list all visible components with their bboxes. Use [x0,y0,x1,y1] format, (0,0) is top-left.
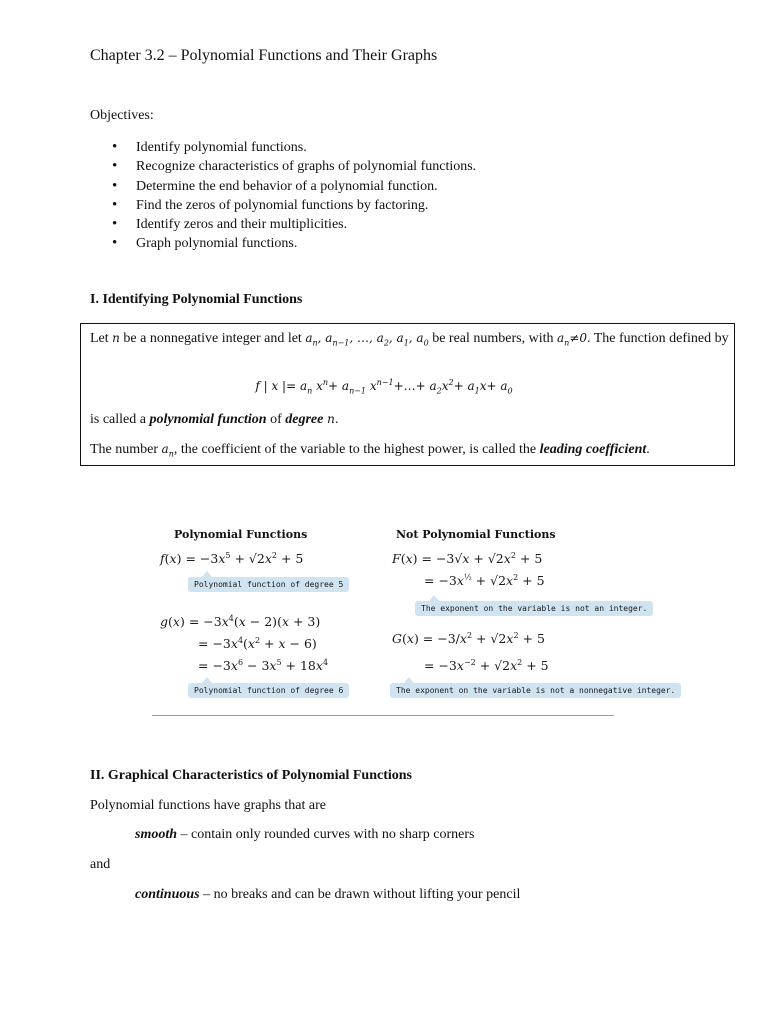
equation-g-3: = $-3x^6 - 3x^5 + 18x^4$ [198,658,329,674]
badge-degree-5: Polynomial function of degree 5 [188,577,349,592]
not-poly-heading: Not Polynomial Functions [396,528,556,541]
figure-divider [152,715,614,716]
badge-not-integer: The exponent on the variable is not an integer. [415,601,653,616]
page-title: Chapter 3.2 – Polynomial Functions and Their Graphs [90,47,438,64]
list-item: • Graph polynomial functions. [112,234,476,253]
coefficient-list: $a_n$, $a_{n-1}$, …, $a_2$, $a_1$, $a_0$ [305,331,429,348]
definition-leading: The number $a_n$, the coefficient of the variable to the highest power, is called the leading coefficient. [90,442,650,459]
equation-F-2: = $-3x^{\frac{1}{2}} + √2x^2 + 5$ [424,573,545,589]
smooth-definition: smooth – contain only rounded curves with no sharp corners [135,827,475,842]
continuous-definition: continuous – no breaks and can be drawn without lifting your pencil [135,887,521,902]
and-text: and [90,857,111,872]
equation-G-2: = $-3x^{-2} + √2x^2 + 5$ [424,658,549,674]
badge-not-nonnegative: The exponent on the variable is not a nonnegative integer. [390,683,681,698]
polynomial-formula: f | x |= $a_n$ $x^n+ a_{n-1}$ $x^{n-1}+\dots+ a_2x^2+ a_1x+ a_0$ [255,378,513,396]
term-leading-coefficient: leading coefficient [539,442,647,457]
list-item: • Find the zeros of polynomial functions by factoring. [112,196,476,215]
term-polynomial-function: polynomial function [149,412,267,427]
list-item: • Identify polynomial functions. [112,138,476,157]
objectives-list [112,138,476,254]
objectives-label: Objectives: [90,108,154,123]
definition-called: is called a polynomial function of degree n. [90,412,339,427]
definition-intro: Let n be a nonnegative integer and let $a_n$, $a_{n-1}$, …, $a_2$, $a_1$, $a_0$ be real numbers, with $a_n\ne 0$. The function defined by [90,331,729,348]
term-smooth: smooth [135,827,178,842]
list-item: • Determine the end behavior of a polynomial function. [112,177,476,196]
equation-f: $f(x) = -3x^5 + √2x^2 + 5$ [160,551,304,567]
equation-g-1: $g(x) = -3x^4(x - 2)(x + 3)$ [160,614,321,630]
poly-heading: Polynomial Functions [174,528,308,541]
equation-g-2: = $-3x^4(x^2 + x - 6)$ [198,636,317,652]
leading-nonzero: $a_n\ne 0$ [556,331,587,348]
term-continuous: continuous [135,887,200,902]
section-2-heading: II. Graphical Characteristics of Polynomial Functions [90,768,412,783]
term-degree: degree [285,412,324,427]
badge-degree-6: Polynomial function of degree 6 [188,683,349,698]
equation-G-1: $G(x) = -3/x^2 + √2x^2 + 5$ [392,631,545,647]
equation-F-1: $F(x) = -3√x + √2x^2 + 5$ [392,551,543,567]
polynomial-examples-figure [152,515,676,720]
list-item: • Recognize characteristics of graphs of polynomial functions. [112,157,476,176]
graph-intro: Polynomial functions have graphs that are [90,798,326,813]
variable-n: n [112,331,120,345]
list-item: • Identify zeros and their multiplicities. [112,215,476,234]
section-1-heading: I. Identifying Polynomial Functions [90,292,303,307]
